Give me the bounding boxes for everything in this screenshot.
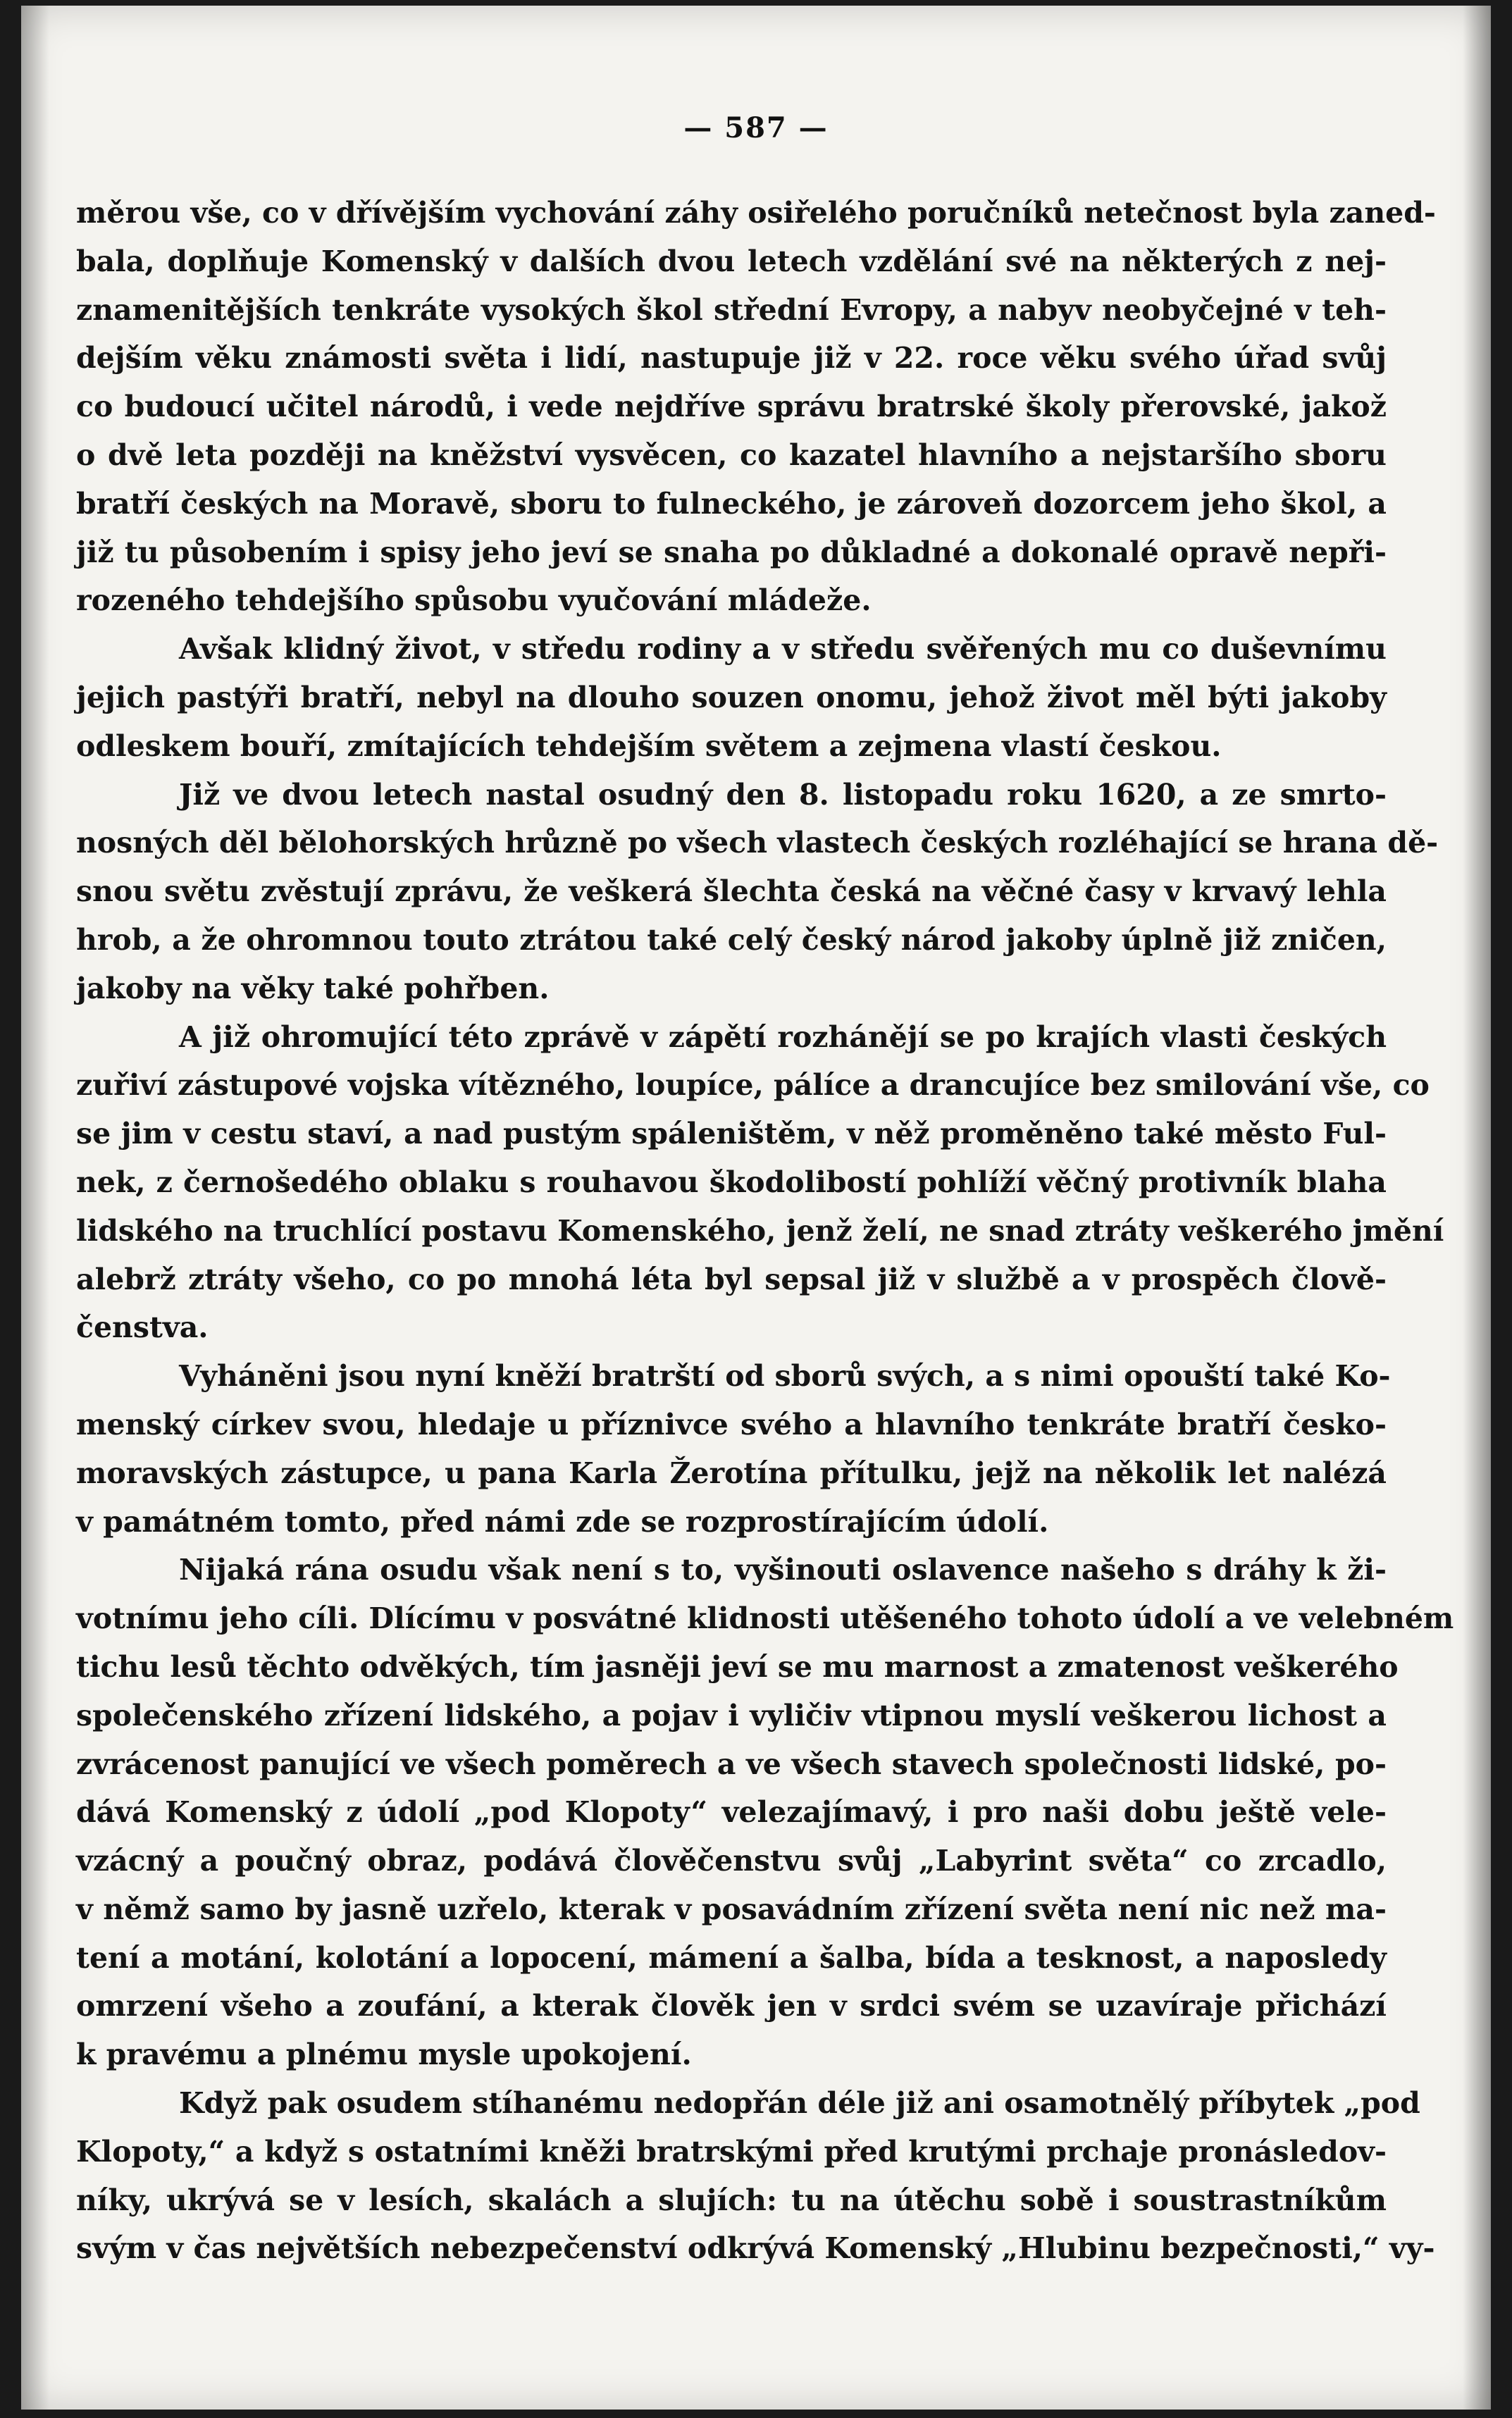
text-line: znamenitějších tenkráte vysokých škol střední Evropy, a nabyv neobyčejné v teh-	[76, 292, 1387, 327]
text-line: nosných děl bělohorských hrůzně po všech vlastech českých rozléhající se hrana dě-	[76, 826, 1439, 860]
text-line: zvrácenost panující ve všech poměrech a ve všech stavech společnosti lidské, po-	[76, 1747, 1387, 1781]
text-line: dává Komenský z údolí „pod Klopoty“ velezajímavý, i pro naši dobu ještě vele-	[76, 1795, 1387, 1830]
text-line: co budoucí učitel národů, i vede nejdříve správu bratrské školy přerovské, jakož	[76, 390, 1387, 424]
text-line: v památném tomto, před námi zde se rozprostírajícím údolí.	[76, 1504, 1049, 1539]
text-line: bala, doplňuje Komenský v dalších dvou letech vzdělání své na některých z nej-	[76, 244, 1387, 278]
text-line: hrob, a že ohromnou touto ztrátou také celý český národ jakoby úplně již zničen,	[76, 922, 1387, 957]
paragraph	[76, 1352, 1391, 1546]
text-line: dejším věku známosti světa i lidí, nastupuje již v 22. roce věku svého úřad svůj	[76, 341, 1387, 376]
page-edge-shadow-left	[21, 6, 49, 2410]
paragraph	[76, 625, 1387, 770]
text-line: měrou vše, co v dřívějším vychování záhy osiřelého poručníků netečnost byla zaned-	[76, 196, 1436, 230]
text-line: k pravému a plnému mysle upokojení.	[76, 2038, 692, 2072]
paragraph	[76, 1013, 1444, 1353]
body-text	[76, 189, 1454, 2273]
text-line: votnímu jeho cíli. Dlícímu v posvátné klidnosti utěšeného tohoto údolí a ve velebném	[76, 1601, 1454, 1636]
text-line: společenského zřízení lidského, a pojav i vyličiv vtipnou myslí veškerou lichost a	[76, 1698, 1387, 1732]
paragraph	[76, 771, 1439, 1013]
text-line: Již ve dvou letech nastal osudný den 8. listopadu roku 1620, a ze smrto-	[179, 777, 1387, 812]
text-line: Když pak osudem stíhanému nedopřán déle již ani osamotnělý příbytek „pod	[179, 2086, 1420, 2121]
paragraph	[76, 2079, 1435, 2273]
text-line: v němž samo by jasně uzřelo, kterak v posavádním zřízení světa není nic než ma-	[76, 1892, 1387, 1926]
text-line: bratří českých na Moravě, sboru to fulneckého, je zároveň dozorcem jeho škol, a	[76, 486, 1387, 521]
text-line: jakoby na věky také pohřben.	[76, 971, 550, 1005]
text-line: se jim v cestu staví, a nad pustým spáleništěm, v něž proměněno také město Ful-	[76, 1117, 1387, 1151]
text-line: odleskem bouří, zmítajících tehdejším světem a zejmena vlastí českou.	[76, 728, 1222, 763]
text-line: alebrž ztráty všeho, co po mnohá léta byl sepsal již v službě a v prospěch člově-	[76, 1262, 1387, 1296]
text-line: tení a motání, kolotání a lopocení, mámení a šalba, bída a tesknost, a naposledy	[76, 1940, 1387, 1975]
text-line: Avšak klidný život, v středu rodiny a v středu svěřených mu co duševnímu	[179, 632, 1387, 666]
scanned-page	[21, 6, 1491, 2410]
text-line: níky, ukrývá se v lesích, skalách a slujích: tu na útěchu sobě i soustrastníkům	[76, 2183, 1387, 2217]
text-line: jejich pastýři bratří, nebyl na dlouho souzen onomu, jehož život měl býti jakoby	[76, 680, 1387, 714]
text-line: čenstva.	[76, 1310, 209, 1345]
text-line: menský církev svou, hledaje u příznivce svého a hlavního tenkráte bratří česko-	[76, 1407, 1387, 1442]
text-line: svým v čas největších nebezpečenství odkrývá Komenský „Hlubinu bezpečnosti,“ vy-	[76, 2231, 1435, 2266]
text-line: o dvě leta později na kněžství vysvěcen, co kazatel hlavního a nejstaršího sboru	[76, 438, 1387, 472]
text-line: moravských zástupce, u pana Karla Žerotína přítulku, jejž na několik let nalézá	[76, 1456, 1387, 1490]
paragraph	[76, 1546, 1454, 2079]
text-line: tichu lesů těchto odvěkých, tím jasněji jeví se mu marnost a zmatenost veškerého	[76, 1649, 1399, 1684]
paragraph	[76, 189, 1436, 625]
text-line: Nijaká rána osudu však není s to, vyšinouti oslavence našeho s dráhy k ži-	[179, 1553, 1387, 1587]
text-line: již tu působením i spisy jeho jeví se snaha po důkladné a dokonalé opravě nepři-	[76, 535, 1387, 569]
text-line: lidského na truchlící postavu Komenského, jenž želí, ne snad ztráty veškerého jmění	[76, 1213, 1444, 1248]
text-line: zuřiví zástupové vojska vítězného, loupíce, pálíce a drancujíce bez smilování vše, co	[76, 1068, 1430, 1103]
text-line: rozeného tehdejšího spůsobu vyučování mládeže.	[76, 583, 872, 618]
page-edge-shadow-right	[1463, 6, 1491, 2410]
text-line: nek, z černošedého oblaku s rouhavou škodolibostí pohlíží věčný protivník blaha	[76, 1165, 1387, 1199]
page-number: — 587 —	[683, 111, 829, 144]
text-line: omrzení všeho a zoufání, a kterak člověk jen v srdci svém se uzavíraje přichází	[76, 1989, 1387, 2023]
text-line: snou světu zvěstují zprávu, že veškerá šlechta česká na věčné časy v krvavý lehla	[76, 874, 1387, 909]
text-line: vzácný a poučný obraz, podává člověčenstvu svůj „Labyrint světa“ co zrcadlo,	[76, 1844, 1387, 1878]
text-line: A již ohromující této zprávě v zápětí rozhánějí se po krajích vlasti českých	[179, 1019, 1387, 1054]
text-line: Klopoty,“ a když s ostatními kněži bratrskými před krutými prchaje pronásledov-	[76, 2134, 1387, 2169]
text-line: Vyháněni jsou nyní kněží bratrští od sborů svých, a s nimi opouští také Ko-	[179, 1359, 1391, 1394]
